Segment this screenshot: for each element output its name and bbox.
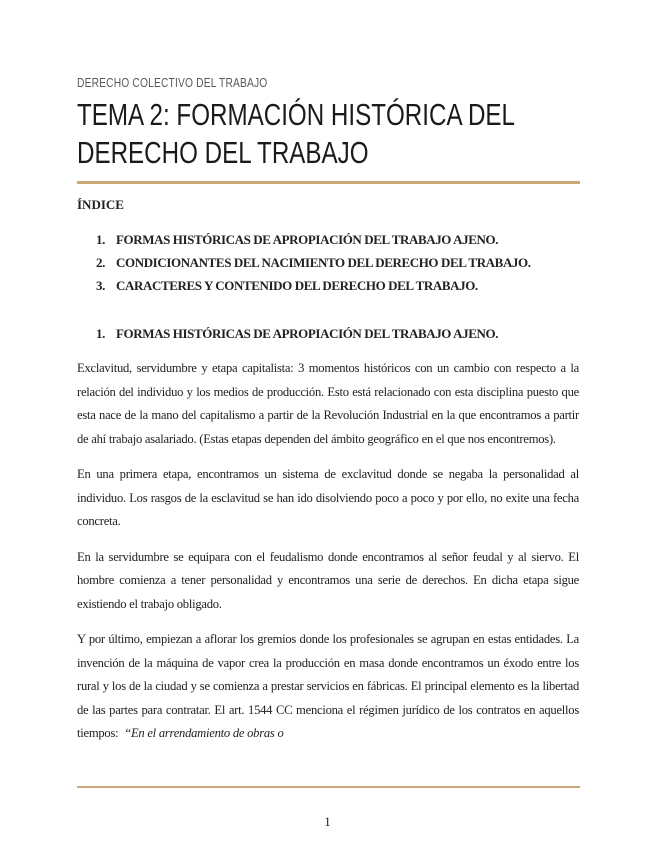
footer-divider <box>77 786 580 788</box>
paragraph: En una primera etapa, encontramos un sistema de exclavitud donde se negaba la personalidad al individuo. Los rasgos de la esclavitud se han ido disolviendo poco a poco y por ello, no exite una fecha concreta. <box>77 467 579 528</box>
index-item: 2. CONDICIONANTES DEL NACIMIENTO DEL DERECHO DEL TRABAJO. <box>96 255 531 270</box>
quote: “En el arrendamiento de obras o <box>124 726 284 740</box>
section-heading: 1. FORMAS HISTÓRICAS DE APROPIACIÓN DEL TRABAJO AJENO. <box>96 326 499 341</box>
index-item: 1. FORMAS HISTÓRICAS DE APROPIACIÓN DEL TRABAJO AJENO. <box>96 232 499 247</box>
index-heading: ÍNDICE <box>77 197 124 212</box>
paragraph: Exclavitud, servidumbre y etapa capitalista: 3 momentos históricos con un cambio con respecto a la relación del individuo y los medios de producción. Esto está relacionado con esta disciplina puesto que esta nace de la mano del capitalismo a partir de la Revolución Industrial en la que encontramos a partir de ahí trabajo asalariado. (Estas etapas dependen del ámbito geográfico en el que nos encontremos). <box>77 361 579 446</box>
index-list <box>96 231 531 300</box>
paragraph: Y por último, empiezan a aflorar los gremios donde los profesionales se agrupan en estas entidades. La invención de la máquina de vapor crea la producción en masa donde encontramos un éxodo entre los rural y los de la ciudad y se comienza a prestar servicios en fábricas. El principal elemento es la libertad de las partes para contratar. El art. 1544 CC menciona el régimen jurídico de los contratos en aquellos tiempos: “En el arrendamiento de obras o <box>77 632 579 740</box>
index-item: 3. CARACTERES Y CONTENIDO DEL DERECHO DEL TRABAJO. <box>96 278 478 293</box>
paragraph: En la servidumbre se equipara con el feudalismo donde encontramos al señor feudal y al siervo. El hombre comienza a tener personalidad y encontramos una serie de derechos. En dicha etapa sigue existiendo el trabajo obligado. <box>77 549 579 611</box>
section-body <box>77 357 579 758</box>
title-divider <box>77 181 580 184</box>
document-title: TEMA 2: FORMACIÓN HISTÓRICA DEL DERECHO DEL TRABAJO <box>77 97 515 170</box>
document-header-subtitle: DERECHO COLECTIVO DEL TRABAJO <box>77 76 268 90</box>
page-number: 1 <box>324 814 331 829</box>
